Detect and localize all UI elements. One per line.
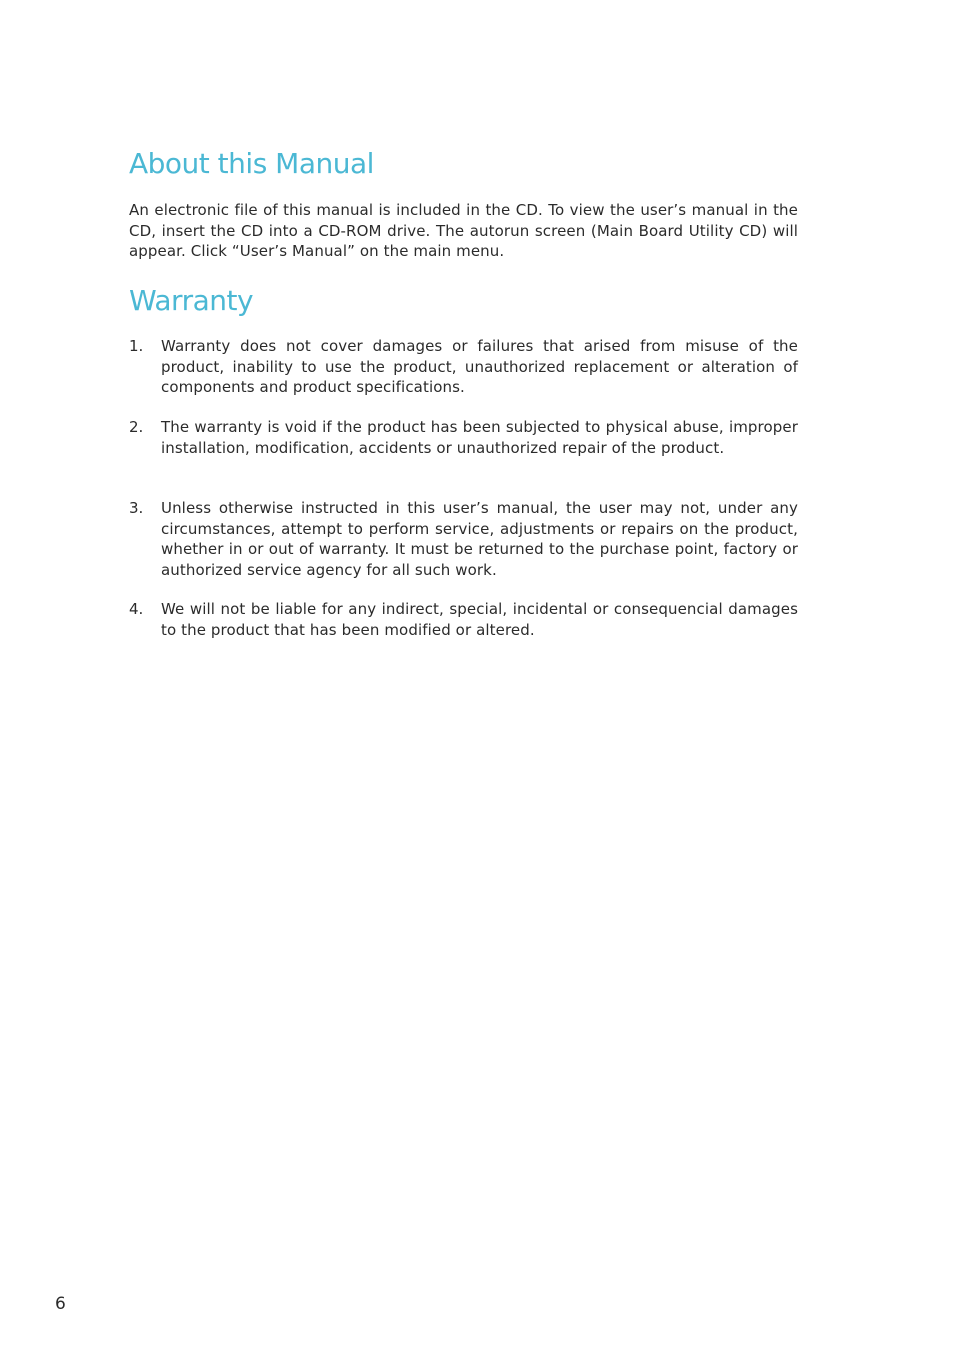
list-item-text: We will not be liable for any indirect, special, incidental or consequencial damages to the product that has been modified or altered. — [161, 600, 798, 639]
warranty-list-item — [129, 417, 798, 458]
list-item-number: 2. — [129, 418, 144, 436]
warranty-list-item — [129, 498, 798, 580]
list-item-text: Unless otherwise instructed in this user’s manual, the user may not, under any circumstances, attempt to perform service, adjustments or repairs on the product, whether in or out of warranty. It must be returned to the purchase point, factory or authorized service agency for all such work. — [161, 499, 798, 579]
list-item-text: The warranty is void if the product has been subjected to physical abuse, improper installation, modification, accidents or unauthorized repair of the product. — [161, 418, 798, 457]
page-number: 6 — [55, 1294, 66, 1314]
list-item-number: 3. — [129, 499, 144, 517]
warranty-list-item — [129, 599, 798, 640]
about-manual-paragraph: An electronic file of this manual is included in the CD. To view the user’s manual in the CD, insert the CD into a CD-ROM drive. The autorun screen (Main Board Utility CD) will appear. Click “User’s Manual” on the main menu. — [129, 201, 798, 260]
list-item-number: 4. — [129, 600, 144, 618]
warranty-heading: Warranty — [129, 284, 254, 317]
list-item-text: Warranty does not cover damages or failures that arised from misuse of the product, inability to use the product, unauthorized replacement or alteration of components and product specifications. — [161, 337, 798, 396]
about-manual-heading: About this Manual — [129, 147, 374, 180]
list-item-number: 1. — [129, 337, 144, 355]
warranty-list-item — [129, 336, 798, 398]
